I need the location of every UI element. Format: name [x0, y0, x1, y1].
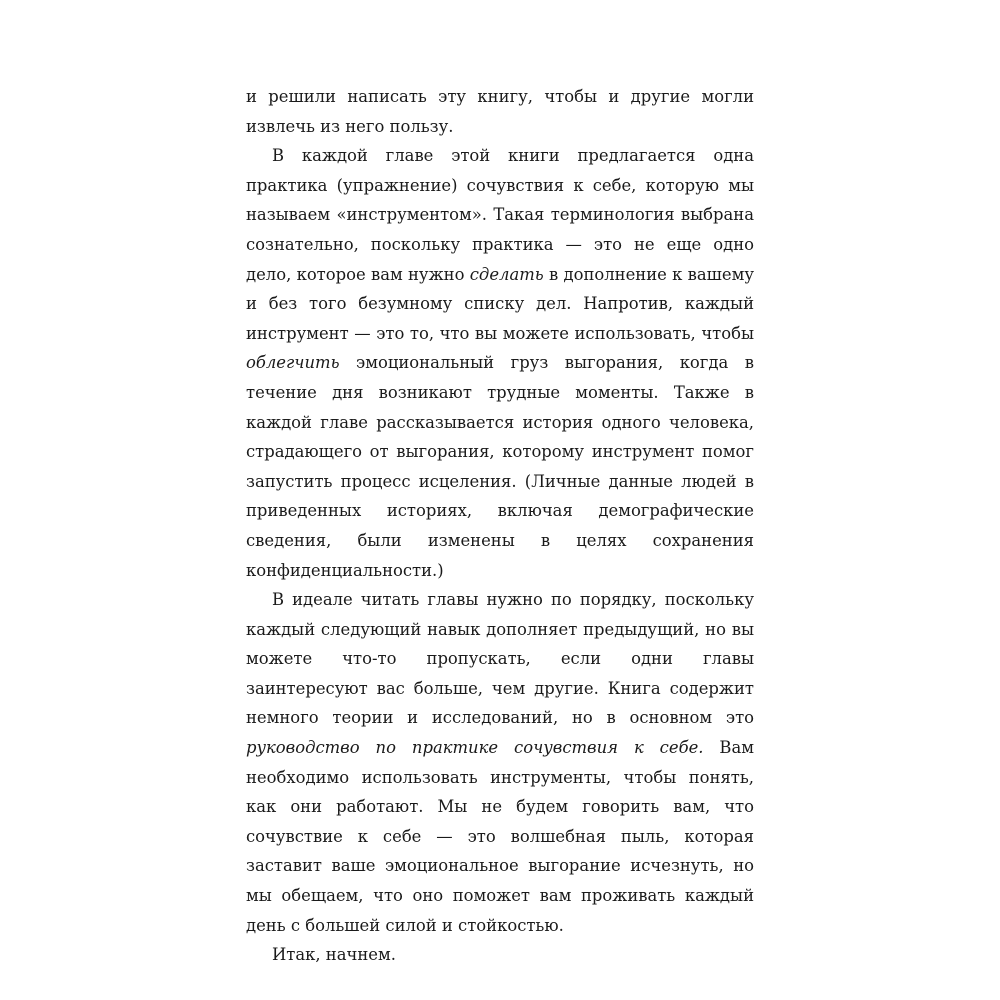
italic-emphasis: сделать: [469, 264, 544, 284]
paragraph-2: [246, 141, 754, 585]
paragraph-4: [246, 940, 754, 970]
paragraph-1: [246, 82, 754, 141]
text-segment: Вам необходимо использовать инструменты, чтобы понять, как они работают. Мы не будем говорить вам, что сочувствие к себе — это волшебная пыль, которая заставит ваше эмоциональное выгорание исчезнуть, но мы обещаем, что оно поможет вам проживать каждый день с большей силой и стойкостью.: [246, 738, 754, 935]
italic-emphasis: облегчить: [246, 353, 340, 373]
italic-emphasis: руководство по практике сочувствия к себе.: [246, 738, 704, 758]
text-segment: и решили написать эту книгу, чтобы и другие могли извлечь из него пользу.: [246, 87, 754, 136]
text-segment: Итак, начнем.: [272, 945, 396, 965]
paragraph-3: [246, 585, 754, 940]
text-segment: В каждой главе этой книги предлагается одна практика (упражнение) сочувствия к себе, которую мы называем «инструментом». Такая терминология выбрана сознательно, поскольку практика — это не еще одно дело, которое вам нужно: [246, 146, 754, 284]
text-segment: В идеале читать главы нужно по порядку, поскольку каждый следующий навык дополняет предыдущий, но вы можете что-то пропускать, если одни главы заинтересуют вас больше, чем другие. Книга содержит немного теории и исследований, но в основном это: [246, 590, 754, 728]
book-page-text: [246, 82, 754, 970]
text-segment: эмоциональный груз выгорания, когда в течение дня возникают трудные моменты. Также в каждой главе рассказывается история одного человека, страдающего от выгорания, которому инструмент помог запустить процесс исцеления. (Личные данные людей в приведенных историях, включая демографические сведения, были изменены в целях сохранения конфиденциальности.): [246, 353, 754, 580]
text-segment: в дополнение к вашему и без того безумному списку дел. Напротив, каждый инструмент — это то, что вы можете использовать, чтобы: [246, 264, 755, 343]
